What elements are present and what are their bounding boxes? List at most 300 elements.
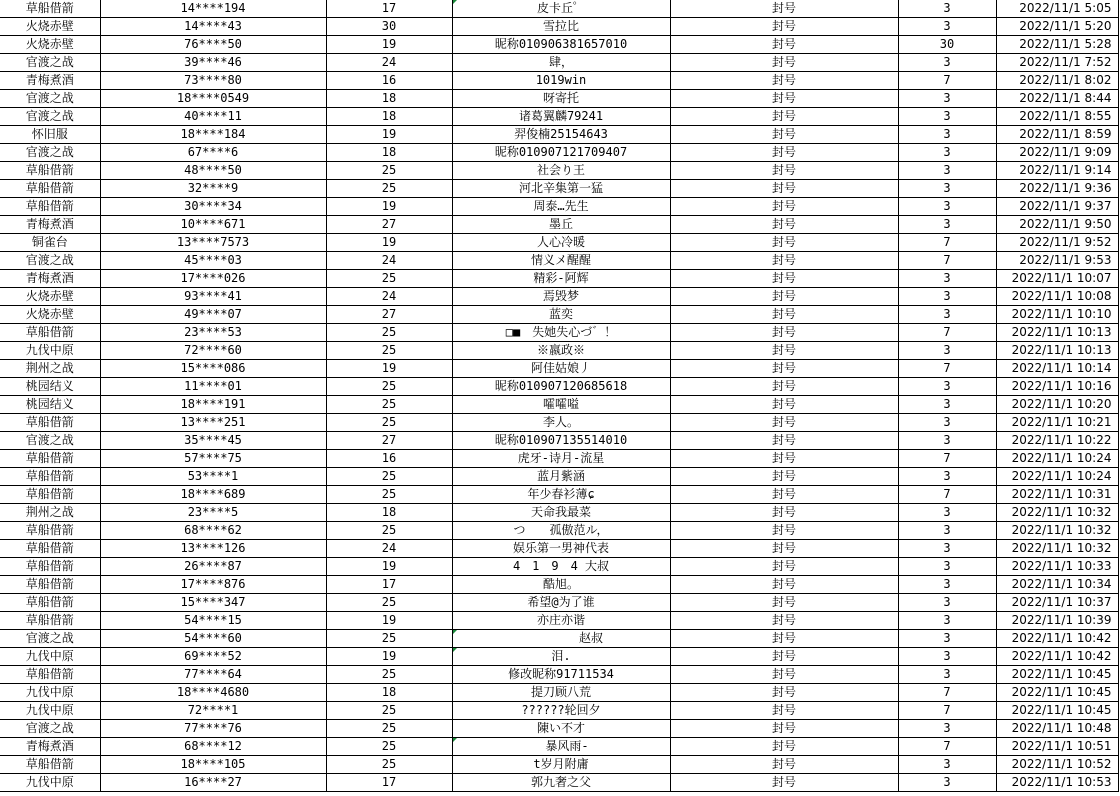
server-cell[interactable] [0,558,100,576]
days-cell[interactable] [898,396,996,414]
action-cell[interactable] [670,144,898,162]
time-cell[interactable] [996,180,1118,198]
nickname-cell[interactable] [452,144,670,162]
action-cell[interactable] [670,432,898,450]
action-cell[interactable] [670,90,898,108]
days-cell[interactable] [898,234,996,252]
days-cell[interactable] [898,702,996,720]
server-cell[interactable] [0,432,100,450]
level-cell[interactable] [326,198,452,216]
server-cell[interactable] [0,486,100,504]
server-cell[interactable] [0,504,100,522]
server-cell[interactable] [0,288,100,306]
days-cell[interactable] [898,108,996,126]
account-cell[interactable] [100,540,326,558]
action-cell[interactable] [670,486,898,504]
account-cell[interactable] [100,738,326,756]
days-cell[interactable] [898,180,996,198]
time-cell[interactable] [996,360,1118,378]
level-cell[interactable] [326,180,452,198]
time-cell[interactable] [996,216,1118,234]
days-cell[interactable] [898,378,996,396]
account-cell[interactable] [100,594,326,612]
days-cell[interactable] [898,252,996,270]
nickname-cell[interactable] [452,162,670,180]
account-cell[interactable] [100,558,326,576]
nickname-cell[interactable] [452,450,670,468]
action-cell[interactable] [670,378,898,396]
server-cell[interactable] [0,72,100,90]
action-cell[interactable] [670,630,898,648]
level-cell[interactable] [326,18,452,36]
time-cell[interactable] [996,288,1118,306]
level-cell[interactable] [326,594,452,612]
account-cell[interactable] [100,684,326,702]
level-cell[interactable] [326,90,452,108]
nickname-cell[interactable] [452,108,670,126]
level-cell[interactable] [326,468,452,486]
time-cell[interactable] [996,90,1118,108]
time-cell[interactable] [996,126,1118,144]
server-cell[interactable] [0,54,100,72]
days-cell[interactable] [898,648,996,666]
server-cell[interactable] [0,198,100,216]
server-cell[interactable] [0,36,100,54]
days-cell[interactable] [898,414,996,432]
nickname-cell[interactable] [452,558,670,576]
level-cell[interactable] [326,0,452,18]
nickname-cell[interactable] [452,612,670,630]
action-cell[interactable] [670,540,898,558]
server-cell[interactable] [0,450,100,468]
account-cell[interactable] [100,108,326,126]
action-cell[interactable] [670,558,898,576]
server-cell[interactable] [0,18,100,36]
account-cell[interactable] [100,126,326,144]
account-cell[interactable] [100,702,326,720]
account-cell[interactable] [100,432,326,450]
nickname-cell[interactable] [452,486,670,504]
time-cell[interactable] [996,558,1118,576]
days-cell[interactable] [898,774,996,792]
level-cell[interactable] [326,144,452,162]
level-cell[interactable] [326,234,452,252]
time-cell[interactable] [996,702,1118,720]
level-cell[interactable] [326,774,452,792]
nickname-cell[interactable] [452,756,670,774]
time-cell[interactable] [996,486,1118,504]
action-cell[interactable] [670,648,898,666]
nickname-cell[interactable] [452,342,670,360]
server-cell[interactable] [0,720,100,738]
account-cell[interactable] [100,468,326,486]
days-cell[interactable] [898,540,996,558]
server-cell[interactable] [0,216,100,234]
account-cell[interactable] [100,270,326,288]
time-cell[interactable] [996,684,1118,702]
time-cell[interactable] [996,270,1118,288]
level-cell[interactable] [326,720,452,738]
server-cell[interactable] [0,630,100,648]
level-cell[interactable] [326,666,452,684]
time-cell[interactable] [996,612,1118,630]
time-cell[interactable] [996,666,1118,684]
nickname-cell[interactable] [452,720,670,738]
level-cell[interactable] [326,558,452,576]
server-cell[interactable] [0,180,100,198]
account-cell[interactable] [100,504,326,522]
account-cell[interactable] [100,720,326,738]
days-cell[interactable] [898,162,996,180]
time-cell[interactable] [996,162,1118,180]
level-cell[interactable] [326,504,452,522]
days-cell[interactable] [898,54,996,72]
level-cell[interactable] [326,486,452,504]
level-cell[interactable] [326,270,452,288]
account-cell[interactable] [100,450,326,468]
account-cell[interactable] [100,324,326,342]
days-cell[interactable] [898,270,996,288]
time-cell[interactable] [996,18,1118,36]
nickname-cell[interactable] [452,432,670,450]
account-cell[interactable] [100,252,326,270]
server-cell[interactable] [0,306,100,324]
account-cell[interactable] [100,54,326,72]
action-cell[interactable] [670,288,898,306]
server-cell[interactable] [0,144,100,162]
days-cell[interactable] [898,198,996,216]
action-cell[interactable] [670,108,898,126]
nickname-cell[interactable] [452,702,670,720]
days-cell[interactable] [898,90,996,108]
level-cell[interactable] [326,108,452,126]
action-cell[interactable] [670,180,898,198]
days-cell[interactable] [898,18,996,36]
action-cell[interactable] [670,234,898,252]
nickname-cell[interactable] [452,540,670,558]
account-cell[interactable] [100,180,326,198]
server-cell[interactable] [0,108,100,126]
account-cell[interactable] [100,306,326,324]
action-cell[interactable] [670,666,898,684]
days-cell[interactable] [898,756,996,774]
action-cell[interactable] [670,324,898,342]
server-cell[interactable] [0,702,100,720]
days-cell[interactable] [898,522,996,540]
nickname-cell[interactable] [452,36,670,54]
account-cell[interactable] [100,72,326,90]
action-cell[interactable] [670,720,898,738]
nickname-cell[interactable] [452,360,670,378]
nickname-cell[interactable] [452,0,670,18]
time-cell[interactable] [996,252,1118,270]
days-cell[interactable] [898,144,996,162]
server-cell[interactable] [0,684,100,702]
action-cell[interactable] [670,342,898,360]
server-cell[interactable] [0,342,100,360]
server-cell[interactable] [0,234,100,252]
days-cell[interactable] [898,324,996,342]
days-cell[interactable] [898,486,996,504]
server-cell[interactable] [0,522,100,540]
level-cell[interactable] [326,324,452,342]
action-cell[interactable] [670,468,898,486]
action-cell[interactable] [670,0,898,18]
action-cell[interactable] [670,360,898,378]
time-cell[interactable] [996,0,1118,18]
server-cell[interactable] [0,414,100,432]
action-cell[interactable] [670,594,898,612]
time-cell[interactable] [996,594,1118,612]
server-cell[interactable] [0,90,100,108]
account-cell[interactable] [100,378,326,396]
days-cell[interactable] [898,72,996,90]
days-cell[interactable] [898,36,996,54]
days-cell[interactable] [898,576,996,594]
days-cell[interactable] [898,504,996,522]
time-cell[interactable] [996,468,1118,486]
account-cell[interactable] [100,234,326,252]
nickname-cell[interactable] [452,576,670,594]
server-cell[interactable] [0,648,100,666]
action-cell[interactable] [670,702,898,720]
server-cell[interactable] [0,576,100,594]
time-cell[interactable] [996,720,1118,738]
account-cell[interactable] [100,612,326,630]
nickname-cell[interactable] [452,414,670,432]
time-cell[interactable] [996,54,1118,72]
action-cell[interactable] [670,738,898,756]
nickname-cell[interactable] [452,198,670,216]
action-cell[interactable] [670,36,898,54]
level-cell[interactable] [326,54,452,72]
level-cell[interactable] [326,432,452,450]
server-cell[interactable] [0,378,100,396]
nickname-cell[interactable] [452,468,670,486]
level-cell[interactable] [326,684,452,702]
action-cell[interactable] [670,756,898,774]
account-cell[interactable] [100,288,326,306]
server-cell[interactable] [0,666,100,684]
time-cell[interactable] [996,414,1118,432]
nickname-cell[interactable] [452,630,670,648]
server-cell[interactable] [0,270,100,288]
time-cell[interactable] [996,378,1118,396]
level-cell[interactable] [326,612,452,630]
server-cell[interactable] [0,612,100,630]
level-cell[interactable] [326,216,452,234]
action-cell[interactable] [670,612,898,630]
nickname-cell[interactable] [452,324,670,342]
nickname-cell[interactable] [452,252,670,270]
time-cell[interactable] [996,144,1118,162]
level-cell[interactable] [326,702,452,720]
time-cell[interactable] [996,630,1118,648]
time-cell[interactable] [996,738,1118,756]
level-cell[interactable] [326,540,452,558]
nickname-cell[interactable] [452,72,670,90]
action-cell[interactable] [670,216,898,234]
nickname-cell[interactable] [452,270,670,288]
account-cell[interactable] [100,216,326,234]
days-cell[interactable] [898,0,996,18]
account-cell[interactable] [100,198,326,216]
nickname-cell[interactable] [452,18,670,36]
nickname-cell[interactable] [452,378,670,396]
level-cell[interactable] [326,72,452,90]
account-cell[interactable] [100,486,326,504]
days-cell[interactable] [898,666,996,684]
account-cell[interactable] [100,666,326,684]
level-cell[interactable] [326,306,452,324]
time-cell[interactable] [996,774,1118,792]
days-cell[interactable] [898,432,996,450]
account-cell[interactable] [100,648,326,666]
server-cell[interactable] [0,594,100,612]
nickname-cell[interactable] [452,774,670,792]
days-cell[interactable] [898,450,996,468]
nickname-cell[interactable] [452,234,670,252]
level-cell[interactable] [326,378,452,396]
days-cell[interactable] [898,738,996,756]
server-cell[interactable] [0,738,100,756]
time-cell[interactable] [996,504,1118,522]
action-cell[interactable] [670,162,898,180]
nickname-cell[interactable] [452,594,670,612]
time-cell[interactable] [996,540,1118,558]
days-cell[interactable] [898,684,996,702]
nickname-cell[interactable] [452,126,670,144]
time-cell[interactable] [996,36,1118,54]
action-cell[interactable] [670,396,898,414]
days-cell[interactable] [898,126,996,144]
action-cell[interactable] [670,414,898,432]
server-cell[interactable] [0,540,100,558]
server-cell[interactable] [0,468,100,486]
level-cell[interactable] [326,648,452,666]
server-cell[interactable] [0,126,100,144]
nickname-cell[interactable] [452,90,670,108]
days-cell[interactable] [898,612,996,630]
time-cell[interactable] [996,396,1118,414]
nickname-cell[interactable] [452,666,670,684]
time-cell[interactable] [996,108,1118,126]
level-cell[interactable] [326,288,452,306]
days-cell[interactable] [898,360,996,378]
account-cell[interactable] [100,774,326,792]
days-cell[interactable] [898,630,996,648]
account-cell[interactable] [100,0,326,18]
level-cell[interactable] [326,162,452,180]
time-cell[interactable] [996,576,1118,594]
days-cell[interactable] [898,720,996,738]
server-cell[interactable] [0,324,100,342]
action-cell[interactable] [670,450,898,468]
level-cell[interactable] [326,342,452,360]
time-cell[interactable] [996,756,1118,774]
server-cell[interactable] [0,396,100,414]
action-cell[interactable] [670,576,898,594]
nickname-cell[interactable] [452,648,670,666]
level-cell[interactable] [326,396,452,414]
server-cell[interactable] [0,162,100,180]
nickname-cell[interactable] [452,504,670,522]
time-cell[interactable] [996,450,1118,468]
level-cell[interactable] [326,450,452,468]
nickname-cell[interactable] [452,216,670,234]
days-cell[interactable] [898,342,996,360]
action-cell[interactable] [670,306,898,324]
nickname-cell[interactable] [452,684,670,702]
account-cell[interactable] [100,576,326,594]
time-cell[interactable] [996,72,1118,90]
nickname-cell[interactable] [452,306,670,324]
account-cell[interactable] [100,342,326,360]
days-cell[interactable] [898,594,996,612]
days-cell[interactable] [898,216,996,234]
nickname-cell[interactable] [452,738,670,756]
action-cell[interactable] [670,126,898,144]
account-cell[interactable] [100,396,326,414]
action-cell[interactable] [670,504,898,522]
nickname-cell[interactable] [452,54,670,72]
days-cell[interactable] [898,558,996,576]
time-cell[interactable] [996,234,1118,252]
days-cell[interactable] [898,306,996,324]
days-cell[interactable] [898,468,996,486]
account-cell[interactable] [100,90,326,108]
action-cell[interactable] [670,198,898,216]
account-cell[interactable] [100,36,326,54]
account-cell[interactable] [100,18,326,36]
action-cell[interactable] [670,522,898,540]
level-cell[interactable] [326,630,452,648]
account-cell[interactable] [100,360,326,378]
time-cell[interactable] [996,432,1118,450]
account-cell[interactable] [100,144,326,162]
time-cell[interactable] [996,306,1118,324]
level-cell[interactable] [326,36,452,54]
time-cell[interactable] [996,522,1118,540]
time-cell[interactable] [996,198,1118,216]
server-cell[interactable] [0,774,100,792]
action-cell[interactable] [670,774,898,792]
server-cell[interactable] [0,0,100,18]
level-cell[interactable] [326,414,452,432]
server-cell[interactable] [0,360,100,378]
nickname-cell[interactable] [452,396,670,414]
nickname-cell[interactable] [452,522,670,540]
days-cell[interactable] [898,288,996,306]
level-cell[interactable] [326,126,452,144]
level-cell[interactable] [326,576,452,594]
account-cell[interactable] [100,630,326,648]
level-cell[interactable] [326,738,452,756]
account-cell[interactable] [100,162,326,180]
account-cell[interactable] [100,756,326,774]
server-cell[interactable] [0,756,100,774]
nickname-cell[interactable] [452,180,670,198]
time-cell[interactable] [996,324,1118,342]
action-cell[interactable] [670,18,898,36]
action-cell[interactable] [670,252,898,270]
time-cell[interactable] [996,648,1118,666]
account-cell[interactable] [100,522,326,540]
time-cell[interactable] [996,342,1118,360]
level-cell[interactable] [326,756,452,774]
action-cell[interactable] [670,54,898,72]
action-cell[interactable] [670,72,898,90]
